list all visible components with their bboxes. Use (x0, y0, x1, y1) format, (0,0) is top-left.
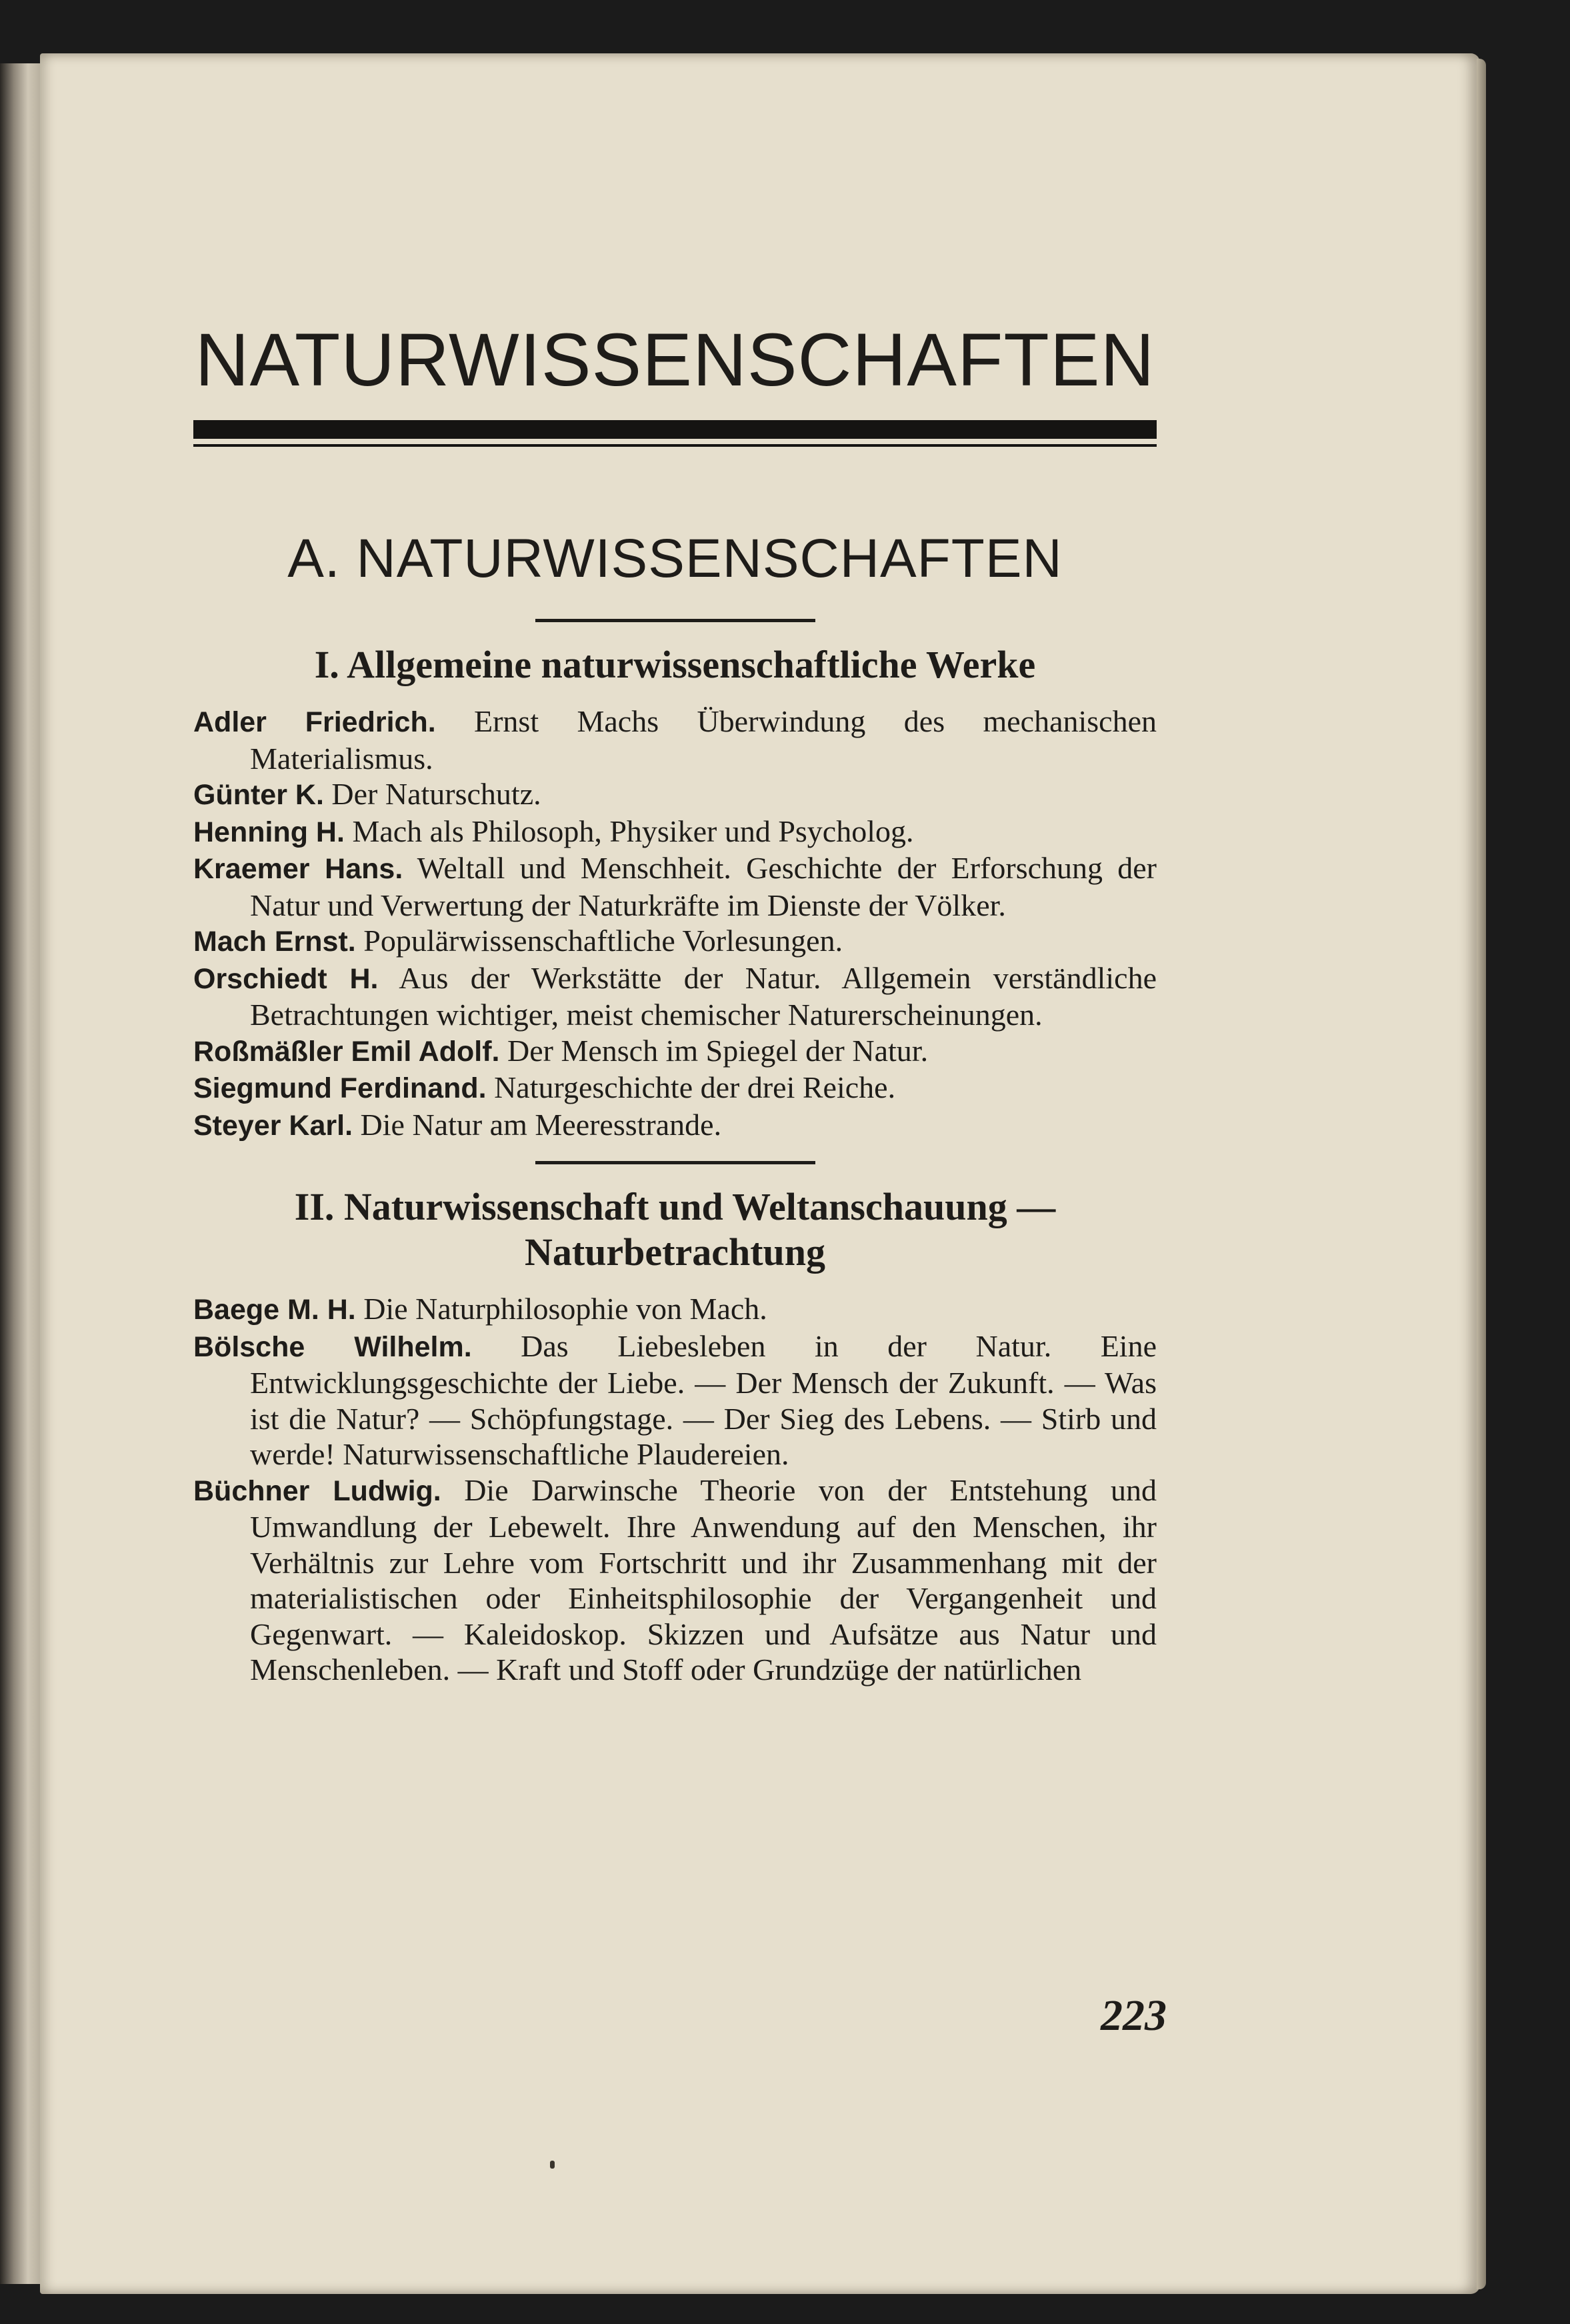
page-content (193, 320, 1157, 1688)
entry-author: Kraemer Hans. (193, 853, 403, 885)
bibliography-entry (193, 1033, 1157, 1070)
section-divider (535, 1161, 815, 1164)
entry-text: Die Natur am Meeresstrande. (353, 1107, 722, 1142)
ink-speck (550, 2161, 555, 2169)
title-rule-thick (193, 420, 1157, 439)
entry-text: Weltall und Menschheit. Geschichte der Erforschung der Natur und Verwertung der Naturkräfte im Dienste der Völker. (250, 851, 1157, 922)
entry-author: Roßmäßler Emil Adolf. (193, 1035, 500, 1068)
subsection-title-1: I. Allgemeine naturwissenschaftliche Werke (314, 643, 1036, 686)
bibliography-entry (193, 776, 1157, 814)
chapter-title: NATURWISSENSCHAFTEN (195, 318, 1155, 401)
entry-author: Orschiedt H. (193, 962, 379, 995)
bibliography-entry (193, 923, 1157, 960)
bibliography-entry (193, 960, 1157, 1033)
bibliography-entry (193, 1107, 1157, 1144)
entry-text: Der Mensch im Spiegel der Natur. (499, 1033, 929, 1068)
entry-author: Mach Ernst. (193, 926, 356, 958)
page-number: 223 (1101, 1991, 1167, 2040)
entry-author: Henning H. (193, 816, 345, 848)
bibliography-entry (193, 814, 1157, 851)
entry-text: Ernst Machs Überwindung des mechanischen Materialismus. (250, 704, 1157, 776)
book-spine (0, 63, 40, 2284)
subsection-title-2-line1: II. Naturwissenschaft und Weltanschauung — (294, 1185, 1056, 1228)
bibliography-entry (193, 1328, 1157, 1472)
entry-text: Die Darwinsche Theorie von der Entstehung und Umwandlung der Lebewelt. Ihre Anwendung auf den Menschen, ihr Verhältnis zur Lehre vom Fortschritt und ihr Zusammenhang mit der materialistischen oder Einheitsphilosophie der Vergangenheit und Gegenwart. — Kaleidoskop. Skizzen und Aufsätze aus Natur und Menschenleben. — Kraft und Stoff oder Grundzüge der natürlichen (250, 1472, 1157, 1686)
entry-text: Das Liebesleben in der Natur. Eine Entwicklungsgeschichte der Liebe. — Der Mensch der Zukunft. — Was ist die Natur? — Schöpfungstage. — Der Sieg des Lebens. — Stirb und werde! Naturwissenschaftliche Plaudereien. (250, 1328, 1157, 1471)
entry-author: Steyer Karl. (193, 1109, 353, 1142)
entry-text: Der Naturschutz. (323, 777, 541, 811)
bibliography-entry (193, 850, 1157, 923)
entry-text: Die Naturphilosophie von Mach. (355, 1292, 767, 1326)
bibliography-entry (193, 1291, 1157, 1328)
bibliography-entry (193, 1472, 1157, 1688)
entry-text: Aus der Werkstätte der Natur. Allgemein verständliche Betrachtungen wichtiger, meist chemischer Naturerscheinungen. (250, 960, 1157, 1032)
entry-author: Büchner Ludwig. (193, 1474, 441, 1507)
entry-author: Siegmund Ferdinand. (193, 1072, 487, 1104)
section-divider (535, 619, 815, 622)
title-rule-thin (193, 444, 1157, 447)
subsection-title-2 (193, 1184, 1157, 1275)
entry-author: Günter K. (193, 779, 324, 811)
entry-text: Naturgeschichte der drei Reiche. (486, 1070, 896, 1104)
entry-text: Populärwissenschaftliche Vorlesungen. (355, 924, 843, 958)
entry-author: Baege M. H. (193, 1294, 356, 1326)
entry-author: Adler Friedrich. (193, 706, 436, 738)
page-edge (1477, 59, 1486, 2289)
subsection-title-2-line2: Naturbetrachtung (524, 1230, 826, 1274)
bibliography-entry (193, 704, 1157, 776)
bibliography-entry (193, 1070, 1157, 1107)
section-a-title: A. NATURWISSENSCHAFTEN (287, 528, 1063, 589)
entry-text: Mach als Philosoph, Physiker und Psycholog. (344, 814, 914, 848)
entry-author: Bölsche Wilhelm. (193, 1330, 472, 1363)
